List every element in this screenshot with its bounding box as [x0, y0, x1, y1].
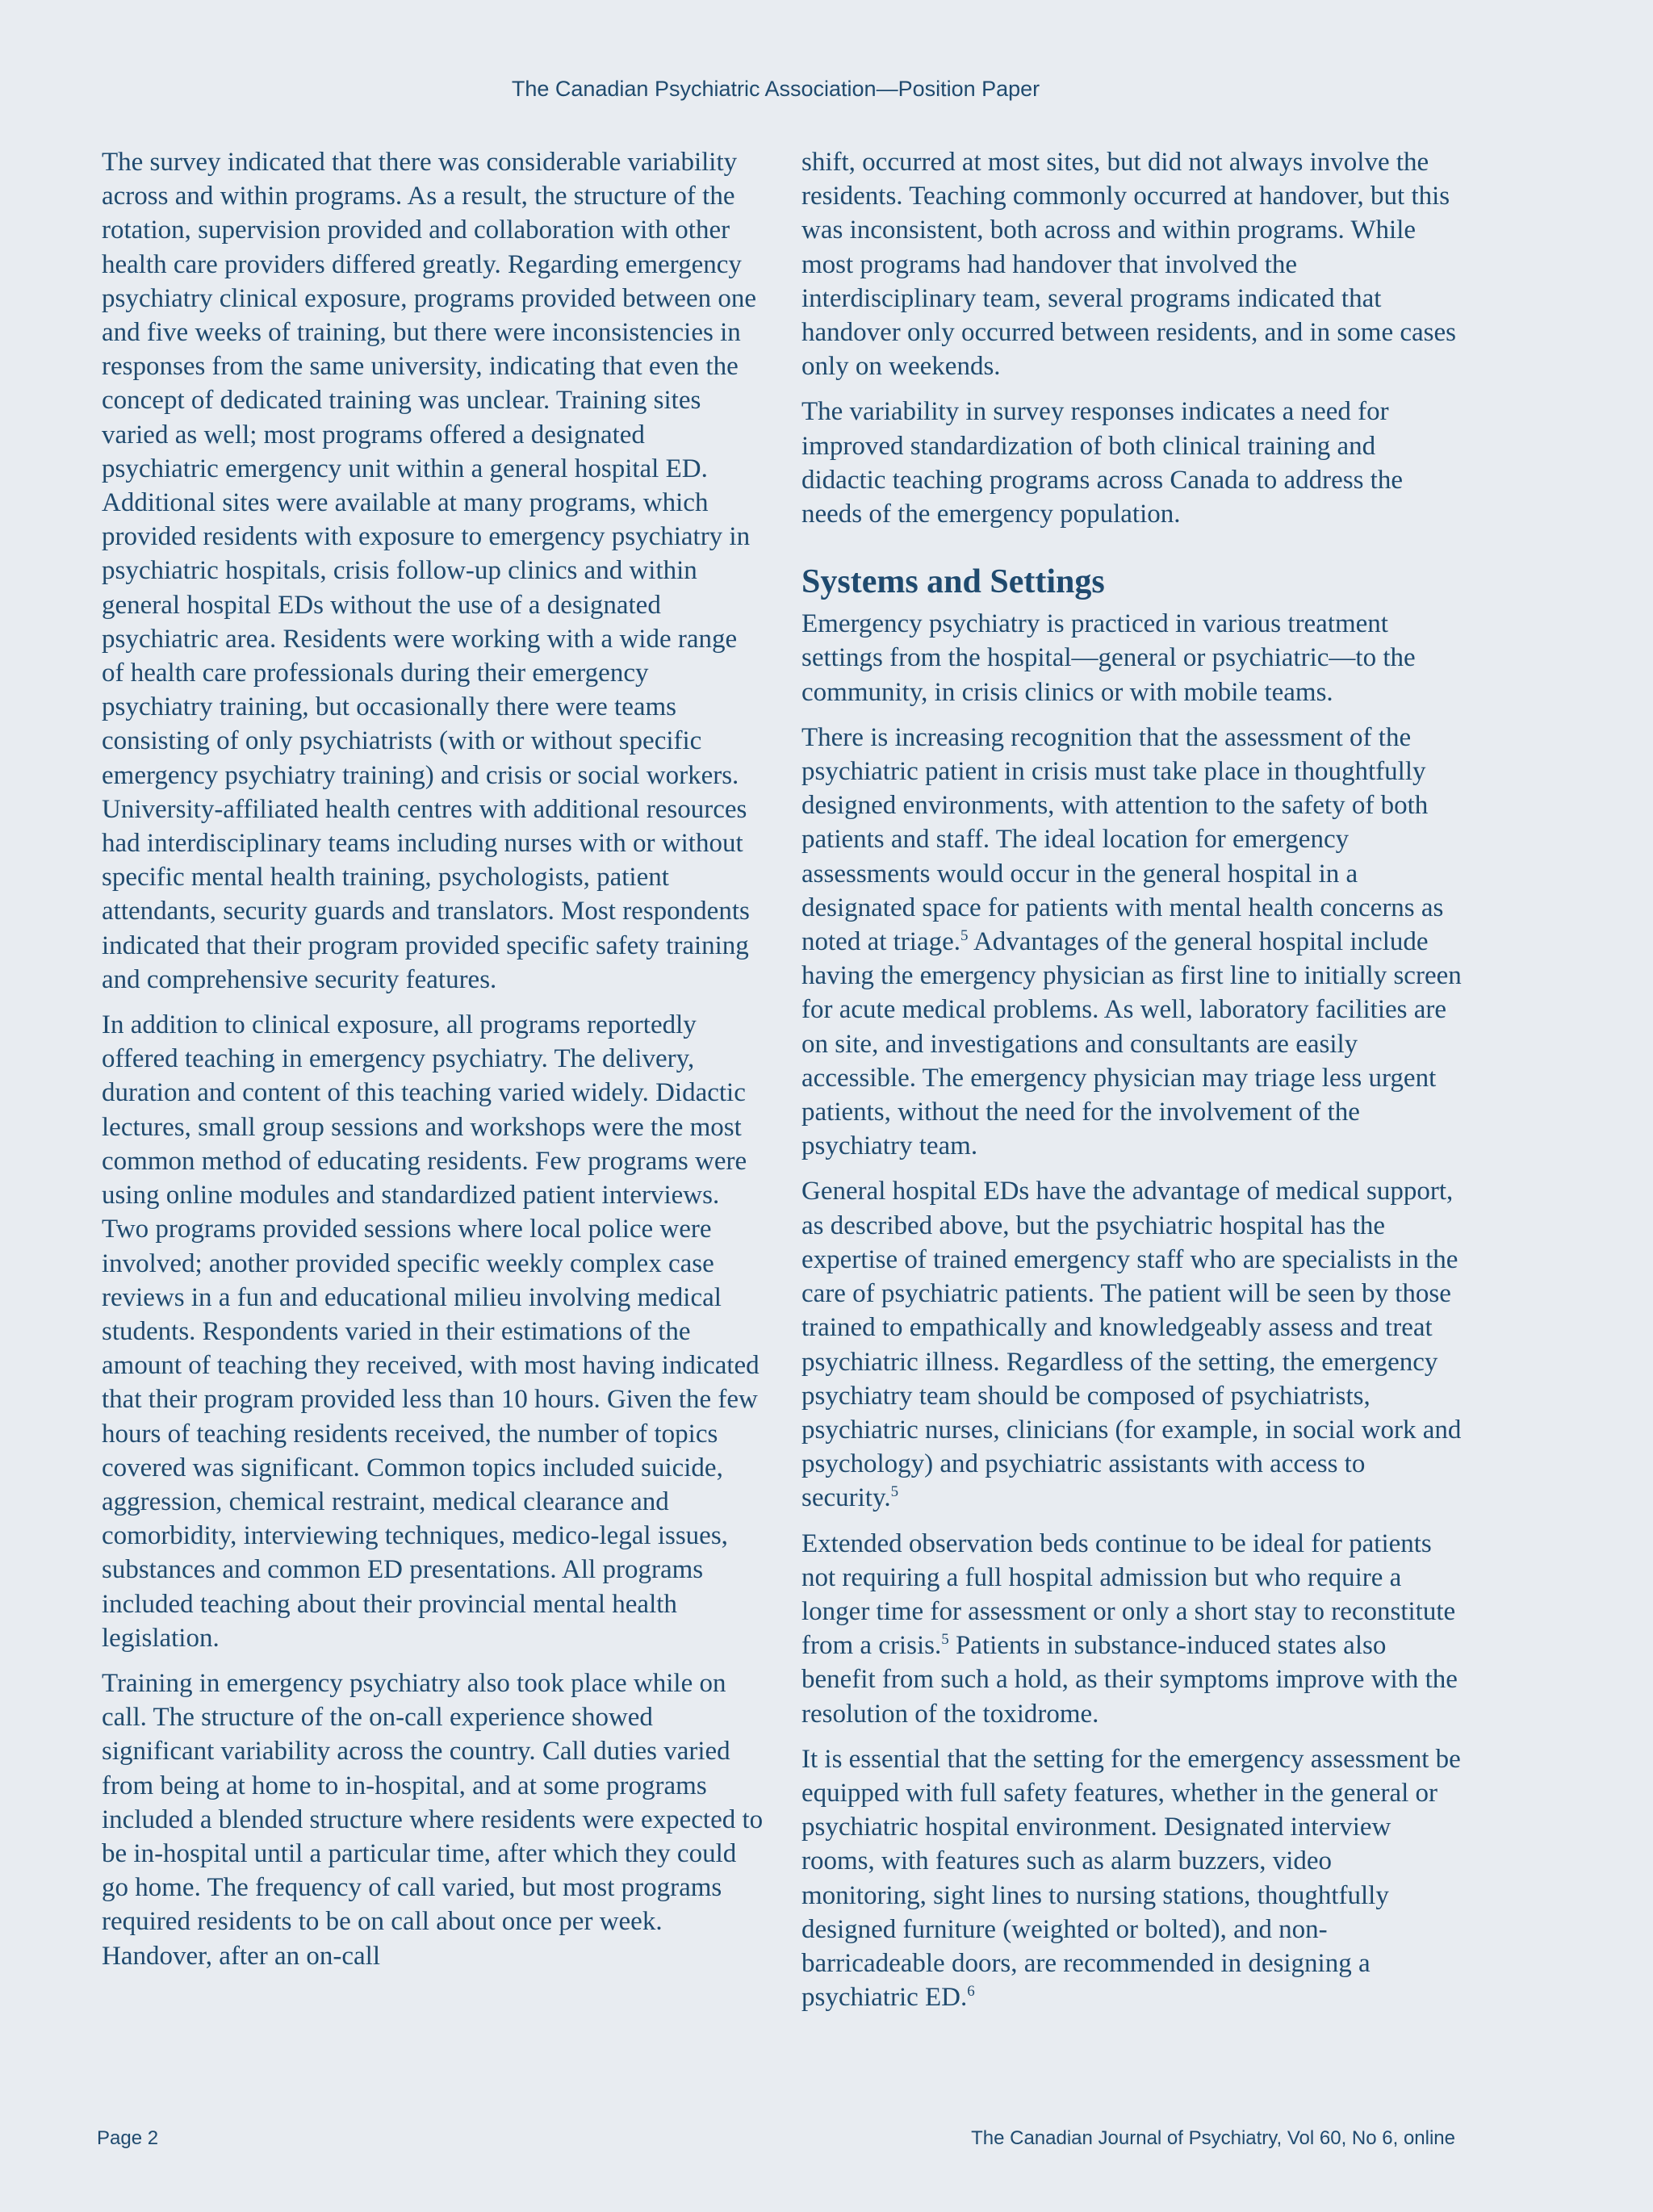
body-paragraph: [801, 1742, 1463, 2015]
body-paragraph: The variability in survey responses indicates a need for improved standardization of both clinical training and didactic teaching programs across Canada to address the needs of the emergency population.: [801, 397, 1403, 529]
citation-reference: 5: [890, 1483, 899, 1501]
body-paragraph: Emergency psychiatry is practiced in various treatment settings from the hospital—general or psychiatric—to the community, in crisis clinics or with mobile teams.: [801, 609, 1416, 707]
paragraph-text: Extended observation beds continue to be ideal for patients not requiring a full hospital admission but who require a longer time for assessment or only a short stay to reconstitute from a crisis.: [801, 1528, 1456, 1661]
page-number: Page 2: [97, 2127, 159, 2149]
citation-reference: 5: [941, 1631, 949, 1649]
paragraph-text: There is increasing recognition that the assessment of the psychiatric patient in crisis must take place in thoughtfully designed environments, with attention to the safety of both patients and staff. The ideal location for emergency assessments would occur in the general hospital in a designated space for patients with mental health concerns as noted at triage.: [801, 722, 1444, 957]
body-paragraph: [801, 1174, 1463, 1515]
body-paragraph: [801, 1527, 1463, 1731]
body-paragraph: The survey indicated that there was considerable variability across and within programs. As a result, the structure of the rotation, supervision provided and collaboration with other health care providers differed greatly. Regarding emergency psychiatry clinical exposure, programs provided between one and five weeks of training, but there were inconsistencies in responses from the same university, indicating that even the concept of dedicated training was unclear. Training sites varied as well; most programs offered a designated psychiatric emergency unit within a general hospital ED. Additional sites were available at many programs, which provided residents with exposure to emergency psychiatry in psychiatric hospitals, crisis follow-up clinics and within general hospital EDs without the use of a designated psychiatric area. Residents were working with a wide range of health care professionals during their emergency psychiatry training, but occasionally there were teams consisting of only psychiatrists (with or without specific emergency psychiatry training) and crisis or social workers. University-affiliated health centres with additional resources had interdisciplinary teams including nurses with or without specific mental health training, psychologists, patient attendants, security guards and translators. Most respondents indicated that their program provided specific safety training and comprehensive security features.: [102, 148, 756, 994]
paragraph-text: Patients in substance-induced states also benefit from such a hold, as their symptoms improve with the resolution of the toxidrome.: [801, 1631, 1458, 1729]
journal-citation: The Canadian Journal of Psychiatry, Vol 60, No 6, online: [971, 2127, 1455, 2149]
citation-reference: 6: [967, 1983, 975, 2001]
body-paragraph: [801, 721, 1463, 1164]
body-paragraph: In addition to clinical exposure, all programs reportedly offered teaching in emergency psychiatry. The delivery, duration and content of this teaching varied widely. Didactic lectures, small group sessions and workshops were the most common method of educating residents. Few programs were using online modules and standardized patient interviews. Two programs provided sessions where local police were involved; another provided specific weekly complex case reviews in a fun and educational milieu involving medical students. Respondents varied in their estimations of the amount of teaching they received, with most having indicated that their program provided less than 10 hours. Given the few hours of teaching residents received, the number of topics covered was significant. Common topics included suicide, aggression, chemical restraint, medical clearance and comorbidity, interviewing techniques, medico-legal issues, substances and common ED presentations. All programs included teaching about their provincial mental health legislation.: [102, 1010, 760, 1653]
body-paragraph: shift, occurred at most sites, but did not always involve the residents. Teaching commonly occurred at handover, but this was inconsistent, both across and within programs. While most programs had handover that involved the interdisciplinary team, several programs indicated that handover only occurred between residents, and in some cases only on weekends.: [801, 148, 1456, 382]
running-head: The Canadian Psychiatric Association—Position Paper: [511, 77, 1040, 101]
section-heading: Systems and Settings: [801, 563, 1105, 601]
citation-reference: 5: [960, 927, 969, 945]
left-column: [102, 145, 764, 1984]
paragraph-text: Advantages of the general hospital include having the emergency physician as first line to initially screen for acute medical problems. As well, laboratory facilities are on site, and investigations and consultants are easily accessible. The emergency physician may triage less urgent patients, without the need for the involvement of the psychiatry team.: [801, 927, 1462, 1161]
paragraph-text: It is essential that the setting for the emergency assessment be equipped with full safety features, whether in the general or psychiatric hospital environment. Designated interview rooms, with features such as alarm buzzers, video monitoring, sight lines to nursing stations, thoughtfully designed furniture (weighted or bolted), and non-barricadeable doors, are recommended in designing a psychiatric ED.: [801, 1744, 1461, 2013]
body-paragraph: Training in emergency psychiatry also took place while on call. The structure of the on-call experience showed significant variability across the country. Call duties varied from being at home to in-hospital, and at some programs included a blended structure where residents were expected to be in-hospital until a particular time, after which they could go home. The frequency of call varied, but most programs required residents to be on call about once per week. Handover, after an on-call: [102, 1668, 764, 1971]
right-column: [801, 145, 1463, 2026]
paragraph-text: General hospital EDs have the advantage of medical support, as described above, but the psychiatric hospital has the expertise of trained emergency staff who are specialists in the care of psychiatric patients. The patient will be seen by those trained to empathically and knowledgeably assess and treat psychiatric illness. Regardless of the setting, the emergency psychiatry team should be composed of psychiatrists, psychiatric nurses, clinicians (for example, in social work and psychology) and psychiatric assistants with access to security.: [801, 1177, 1462, 1513]
